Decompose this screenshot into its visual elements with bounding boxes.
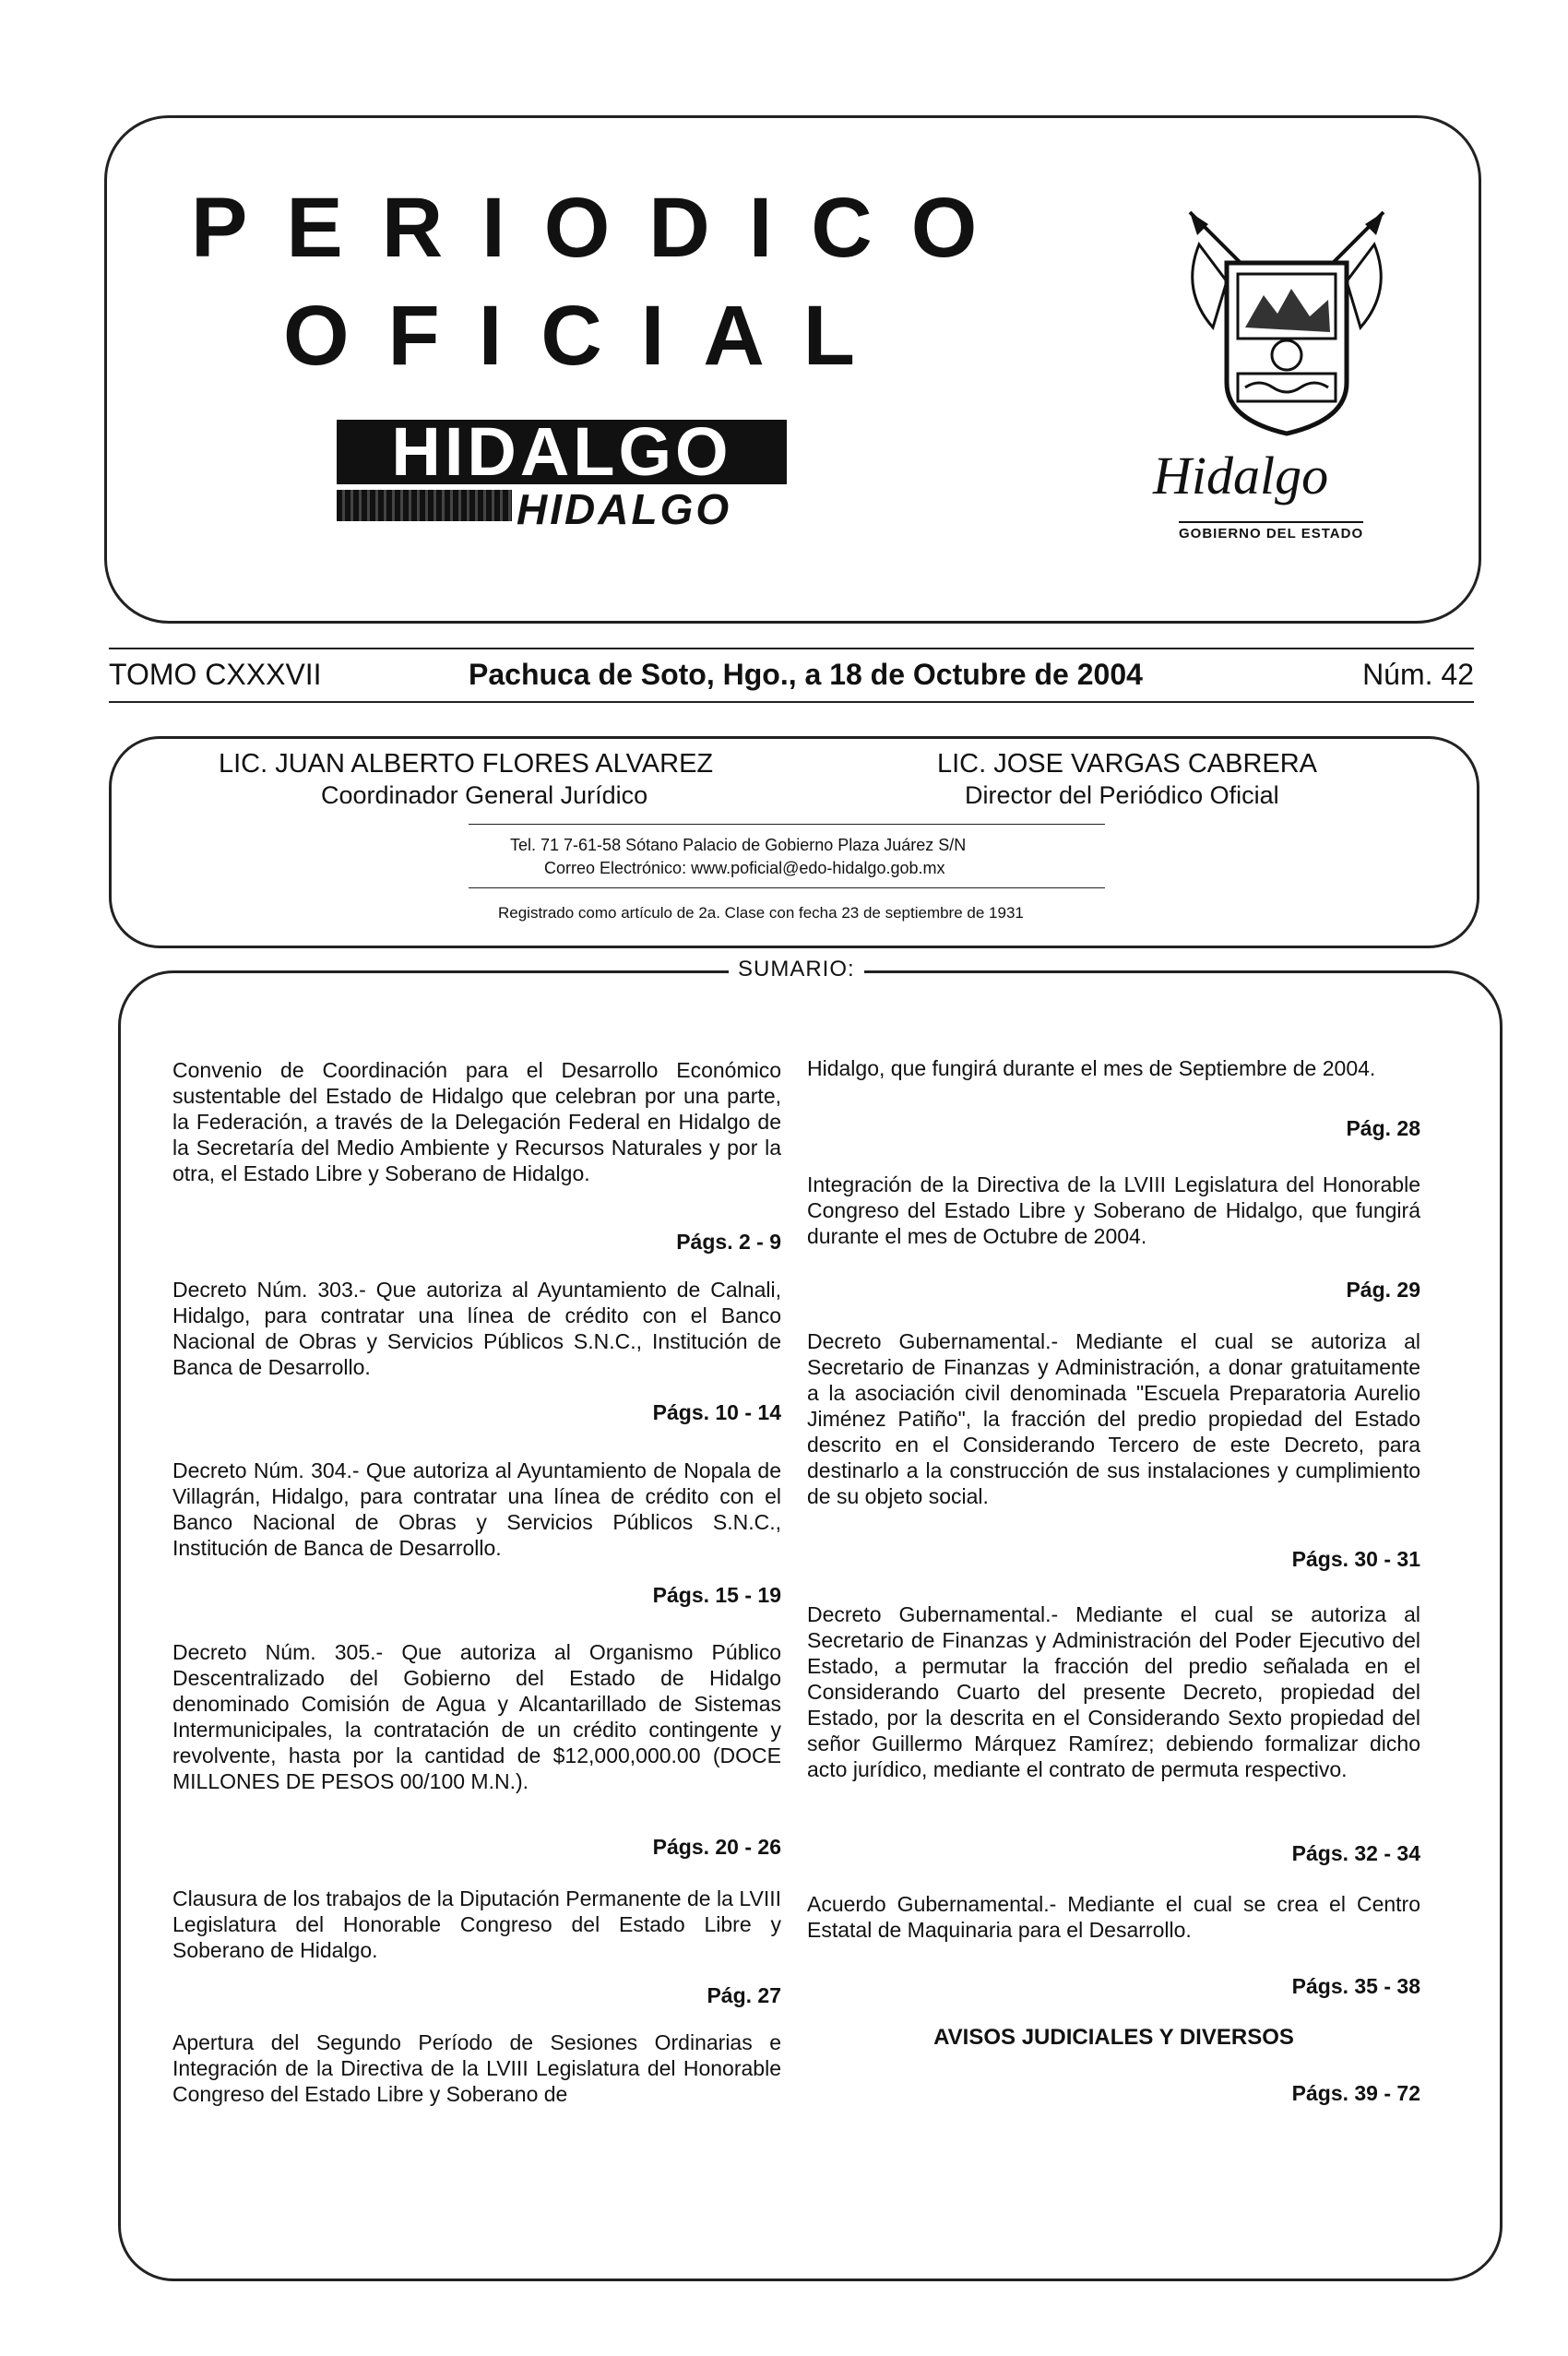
sumario-pages: Págs. 2 - 9 <box>676 1230 781 1254</box>
sumario-entry: Integración de la Directiva de la LVIII Legislatura del Honorable Congreso del Estado Libre y Soberano de Hidalgo, que fungirá durante el mes de Octubre de 2004. <box>807 1172 1420 1248</box>
sumario-pages: Pág. 29 <box>1346 1278 1420 1302</box>
masthead-title-line1: PERIODICO <box>191 181 1016 275</box>
sumario-pages: Pág. 27 <box>707 1983 781 2007</box>
info-rule-top <box>109 648 1474 649</box>
hidalgo-logo <box>337 413 787 536</box>
avisos-title: AVISOS JUDICIALES Y DIVERSOS <box>933 2025 1294 2050</box>
sumario-entry: Decreto Núm. 305.- Que autoriza al Organismo Público Descentralizado del Gobierno del Estado de Hidalgo denominado Comisión de Agua y Alcantarillado de Sistemas Intermunicipales, la contratación de un crédito contingente y revolvente, hasta por la cantidad de $12,000,000.00 (DOCE MILLONES DE PESOS 00/100 M.N.). <box>172 1640 781 1793</box>
registro-note: Registrado como artículo de 2a. Clase con fecha 23 de septiembre de 1931 <box>498 904 1024 922</box>
hidalgo-logo-bar <box>337 490 512 521</box>
sumario-entry: Decreto Gubernamental.- Mediante el cual se autoriza al Secretario de Finanzas y Administración, a donar gratuitamente a la asociación civil denominada "Escuela Preparatoria Aurelio Jiménez Patiño", la fracción del predio propiedad del Estado descrito en el Considerando Tercero de este Decreto, para destinarlo a la construcción de sus instalaciones y cumplimiento de su objeto social. <box>807 1329 1420 1508</box>
registro-rule <box>469 887 1105 888</box>
sumario-entry: Decreto Gubernamental.- Mediante el cual se autoriza al Secretario de Finanzas y Administración del Poder Ejecutivo del Estado, a permutar la fracción del predio señalada en el Considerando Cuarto del presente Decreto, propiedad del Estado, por la descrita en el Considerando Sexto propiedad del señor Guillermo Márquez Ramírez; debiendo formalizar dicho acto jurídico, mediante el contrato de permuta respectivo. <box>807 1602 1420 1781</box>
directory-rule <box>469 824 1105 825</box>
sumario-entry: Clausura de los trabajos de la Diputación Permanente de la LVIII Legislatura del Honorable Congreso del Estado Libre y Soberano de Hidalgo. <box>172 1886 781 1962</box>
issue-number: Núm. 42 <box>1362 658 1474 691</box>
director-name: LIC. JOSE VARGAS CABRERA <box>937 749 1318 779</box>
masthead-title-line2: OFICIAL <box>283 289 894 383</box>
seal-caption: GOBIERNO DEL ESTADO <box>1179 521 1363 541</box>
sumario-pages: Págs. 10 - 14 <box>652 1400 781 1424</box>
coordinator-name: LIC. JUAN ALBERTO FLORES ALVAREZ <box>219 749 714 779</box>
sumario-pages: Págs. 15 - 19 <box>652 1583 781 1607</box>
coordinator-role: Coordinador General Jurídico <box>321 781 648 809</box>
sumario-entry: Apertura del Segundo Período de Sesiones Ordinarias e Integración de la Directiva de la LVIII Legislatura del Honorable Congreso del Estado Libre y Soberano de <box>172 2030 781 2106</box>
sumario-entry: Hidalgo, que fungirá durante el mes de Septiembre de 2004. <box>807 1056 1376 1080</box>
sumario-title: SUMARIO: <box>729 957 864 982</box>
sumario-pages: Págs. 30 - 31 <box>1291 1547 1420 1571</box>
hidalgo-logo-bottom: HIDALGO <box>517 485 732 533</box>
avisos-pages: Págs. 39 - 72 <box>1291 2081 1420 2105</box>
info-rule-bottom <box>109 701 1474 703</box>
sumario-entry: Decreto Núm. 303.- Que autoriza al Ayuntamiento de Calnali, Hidalgo, para contratar una línea de crédito con el Banco Nacional de Obras y Servicios Públicos S.N.C., Institución de Banca de Desarrollo. <box>172 1278 781 1379</box>
sumario-entry: Acuerdo Gubernamental.- Mediante el cual se crea el Centro Estatal de Maquinaria para el Desarrollo. <box>807 1892 1420 1942</box>
issue-info <box>109 658 1474 695</box>
sumario-pages: Págs. 20 - 26 <box>652 1835 781 1859</box>
sumario-entry: Convenio de Coordinación para el Desarrollo Económico sustentable del Estado de Hidalgo que celebran por una parte, la Federación, a través de la Delegación Federal en Hidalgo de la Secretaría del Medio Ambiente y Recursos Naturales y por la otra, el Estado Libre y Soberano de Hidalgo. <box>172 1058 781 1185</box>
director-role: Director del Periódico Oficial <box>965 781 1279 809</box>
hidalgo-signature: Hidalgo <box>1153 446 1329 506</box>
issue-date: Pachuca de Soto, Hgo., a 18 de Octubre de 2004 <box>469 658 1143 691</box>
tomo-label: TOMO CXXXVII <box>109 658 322 691</box>
sumario-pages: Pág. 28 <box>1346 1116 1420 1140</box>
sumario-pages: Págs. 32 - 34 <box>1291 1841 1420 1865</box>
contact-email: Correo Electrónico: www.poficial@edo-hidalgo.gob.mx <box>544 859 945 877</box>
sumario-entry: Decreto Núm. 304.- Que autoriza al Ayuntamiento de Nopala de Villagrán, Hidalgo, para contratar una línea de crédito con el Banco Nacional de Obras y Servicios Públicos S.N.C., Institución de Banca de Desarrollo. <box>172 1458 781 1560</box>
sumario-pages: Págs. 35 - 38 <box>1291 1974 1420 1998</box>
contact-address: Tel. 71 7-61-58 Sótano Palacio de Gobierno Plaza Juárez S/N <box>510 836 967 854</box>
hidalgo-logo-top: HIDALGO <box>337 420 787 484</box>
